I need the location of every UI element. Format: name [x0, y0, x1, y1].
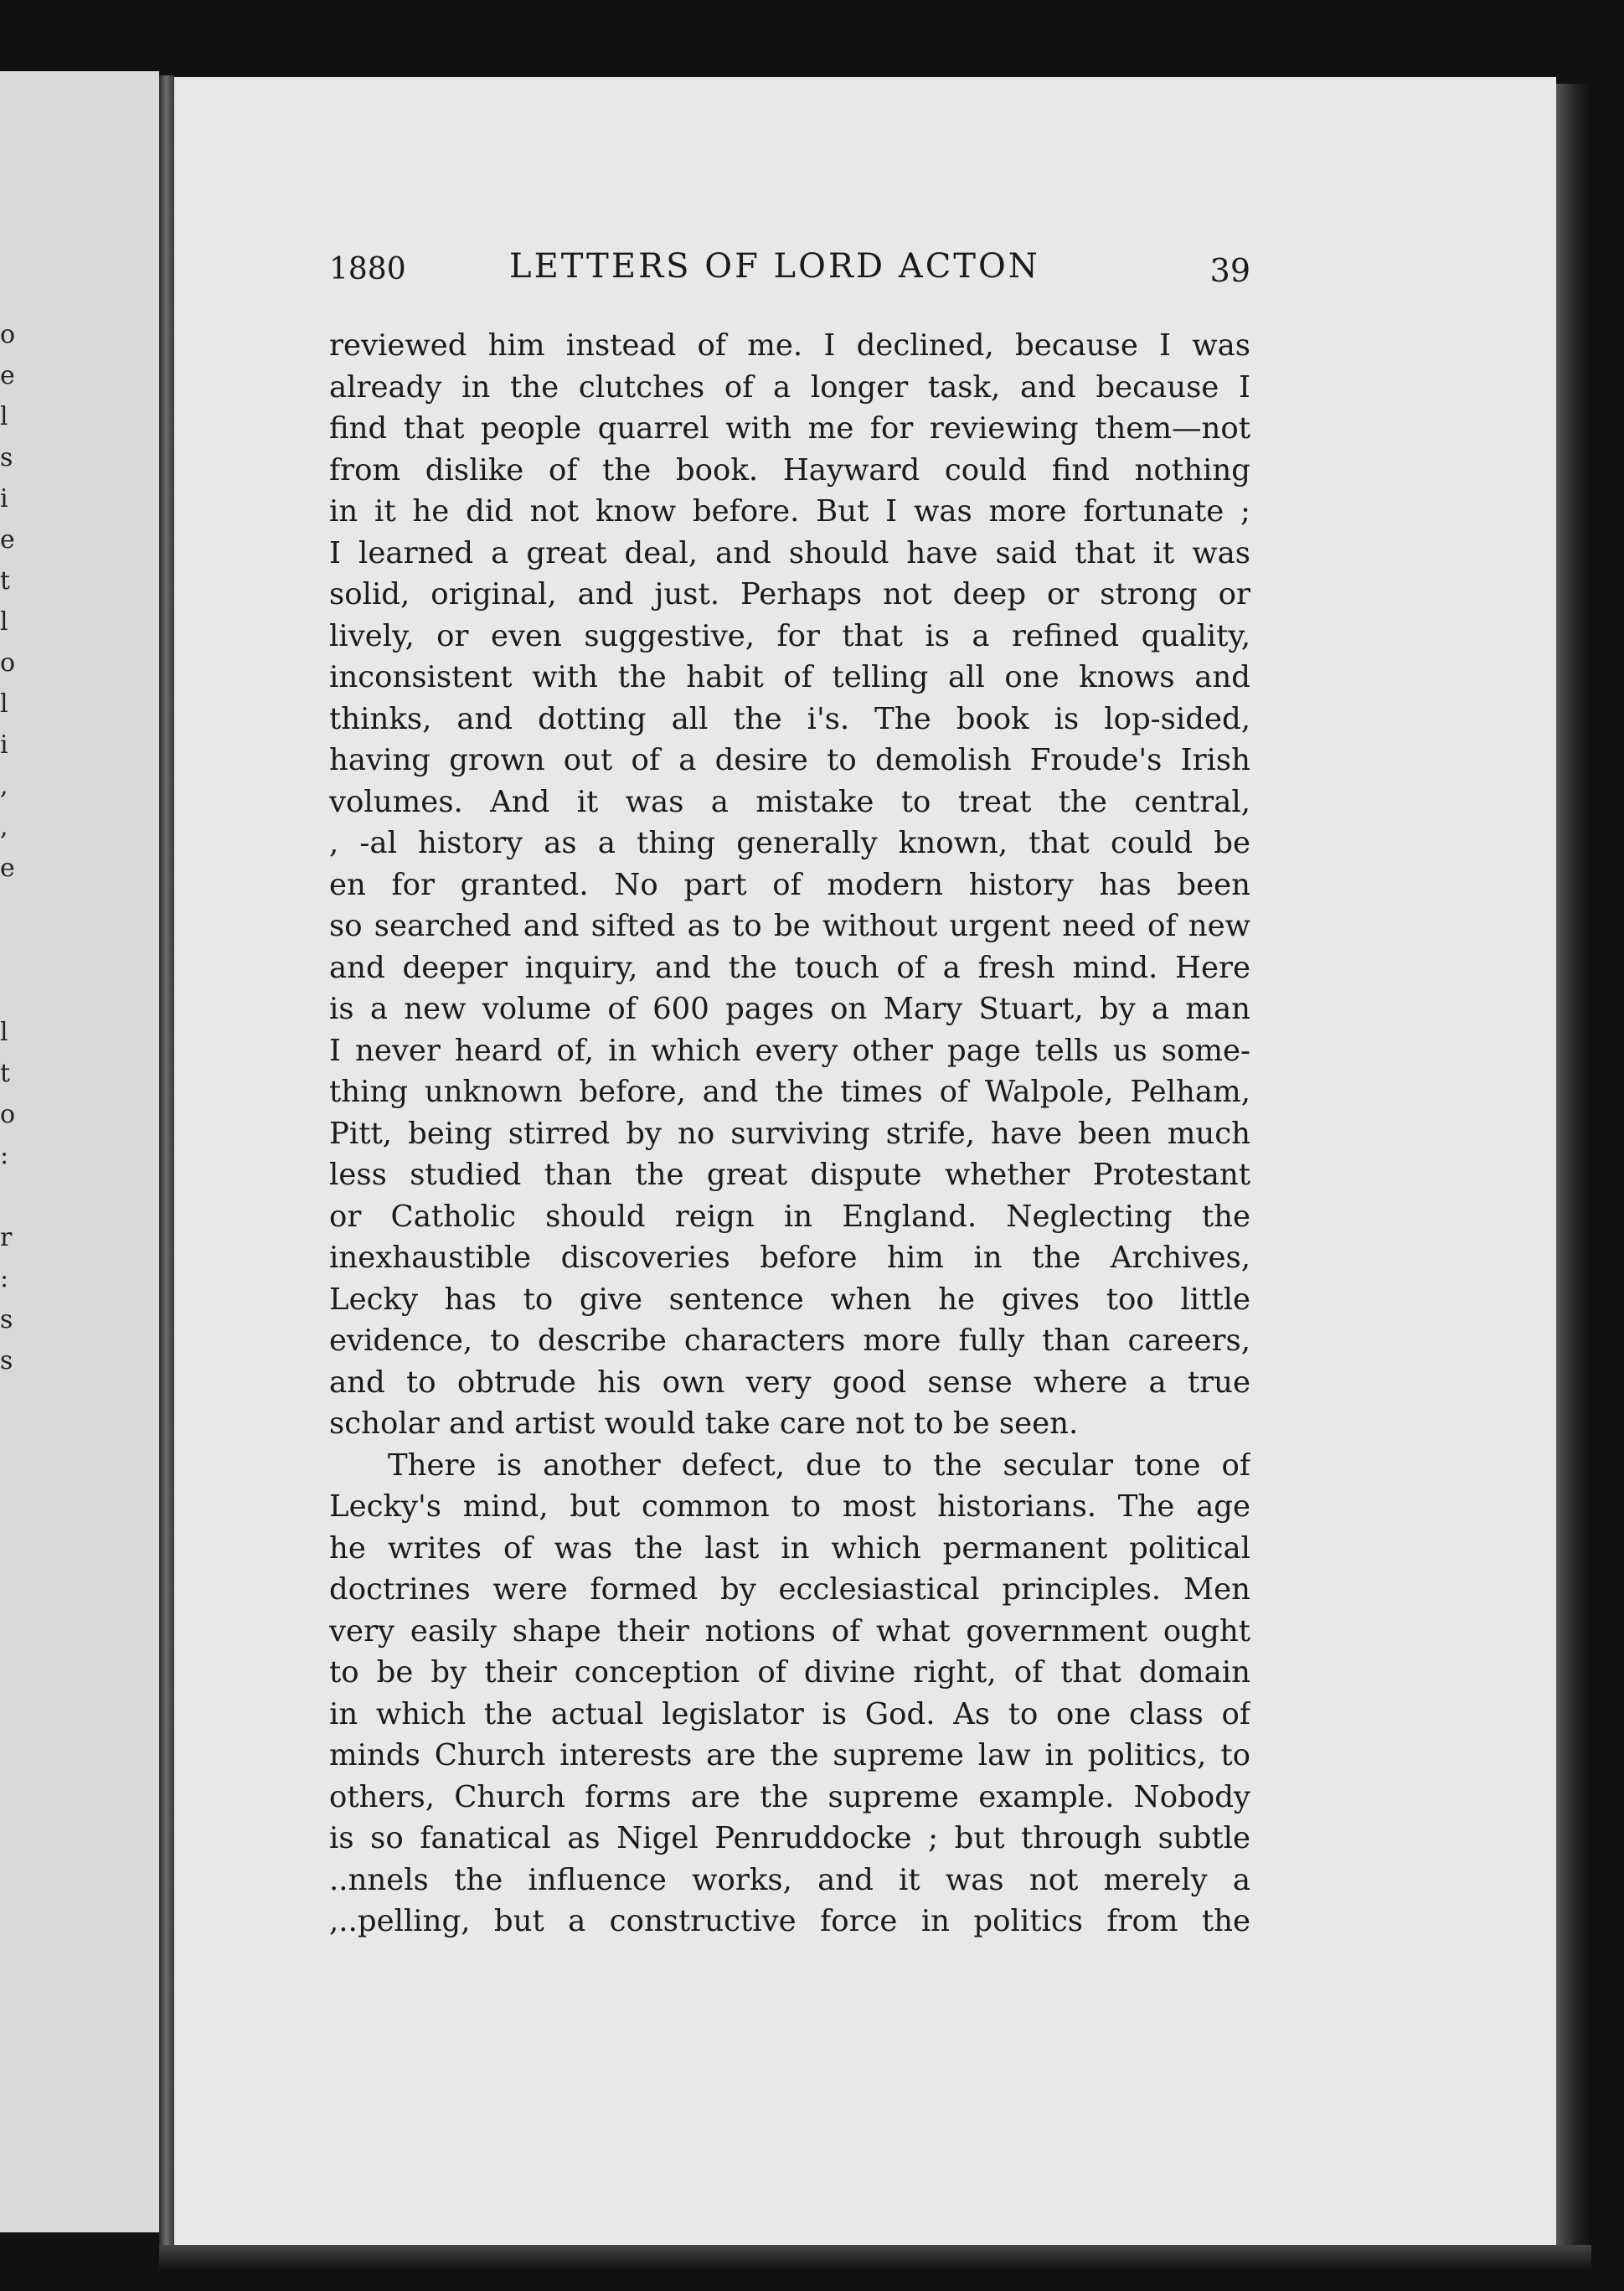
text-line: or Catholic should reign in England. Neglecting the [329, 1199, 1250, 1234]
running-head [329, 247, 1250, 297]
left-edge-fragment: e [0, 525, 15, 555]
text-line: in which the actual legislator is God. As to one class of [329, 1696, 1250, 1731]
text-line: Pitt, being stirred by no surviving strife, have been much [329, 1116, 1250, 1151]
text-line: lively, or even suggestive, for that is a refined quality, [329, 618, 1250, 653]
page-bottom-edge [159, 2245, 1591, 2270]
left-edge-fragment: : [0, 1264, 9, 1293]
text-line: evidence, to describe characters more fully than careers, [329, 1324, 1250, 1358]
left-edge-fragment: l [0, 689, 8, 719]
left-edge-fragment: l [0, 1018, 8, 1047]
text-line: minds Church interests are the supreme law in politics, to [329, 1738, 1250, 1772]
body-text [329, 325, 1250, 1943]
left-edge-fragment: o [0, 1100, 16, 1129]
text-line: thinks, and dotting all the i's. The book is lop-sided, [329, 701, 1250, 736]
left-edge-fragment: l [0, 402, 8, 431]
left-edge-fragment: i [0, 484, 8, 513]
text-line: scholar and artist would take care not to be seen. [329, 1406, 1079, 1441]
text-line: ..nnels the influence works, and it was not merely a [329, 1862, 1250, 1897]
text-line: I never heard of, in which every other page tells us some- [329, 1033, 1250, 1068]
left-edge-fragment [0, 1176, 17, 1217]
left-edge-fragment: t [0, 1059, 11, 1088]
text-line: solid, original, and just. Perhaps not deep or strong or [329, 577, 1250, 611]
left-edge-fragment: , [0, 813, 8, 842]
page-number: 39 [1209, 252, 1250, 289]
left-edge-fragment: r [0, 1223, 13, 1252]
text-line: and deeper inquiry, and the touch of a fresh mind. Here [329, 950, 1250, 985]
left-edge-fragment: i [0, 730, 8, 760]
paragraph [329, 1445, 1250, 1943]
text-line: so searched and sifted as to be without urgent need of new [329, 909, 1250, 943]
text-line: thing unknown before, and the times of Walpole, Pelham, [329, 1075, 1250, 1109]
text-line: very easily shape their notions of what government ought [329, 1613, 1250, 1649]
book-gutter [159, 75, 174, 2245]
left-edge-fragment: , [0, 771, 8, 801]
text-line: find that people quarrel with me for reviewing them—not [329, 411, 1250, 446]
text-line: inexhaustible discoveries before him in the Archives, [329, 1241, 1250, 1275]
text-line: having grown out of a desire to demolish Froude's Irish [329, 743, 1250, 777]
text-line: en for granted. No part of modern history has been [329, 867, 1250, 902]
text-line: from dislike of the book. Hayward could find nothing [329, 452, 1250, 488]
text-line: is so fanatical as Nigel Penruddocke ; but through subtle [329, 1821, 1250, 1855]
header-year: 1880 [329, 252, 406, 286]
left-edge-fragment: t [0, 566, 11, 596]
left-edge-fragment: s [0, 1305, 13, 1334]
text-line: and to obtrude his own very good sense where a true [329, 1365, 1250, 1400]
left-edge-fragment [0, 889, 17, 930]
text-line: volumes. And it was a mistake to treat the central, [329, 784, 1250, 819]
text-line: to be by their conception of divine right, of that domain [329, 1655, 1250, 1690]
left-page-edge [0, 71, 159, 2232]
text-line: is a new volume of 600 pages on Mary Stuart, by a man [329, 992, 1250, 1026]
text-line: ,..pelling, but a constructive force in politics from the [329, 1904, 1250, 1938]
left-edge-fragment: s [0, 443, 13, 472]
left-edge-fragment: e [0, 854, 15, 883]
text-line: already in the clutches of a longer task, and because I [329, 369, 1250, 405]
left-edge-fragment: o [0, 648, 16, 678]
text-line: Lecky has to give sentence when he gives too little [329, 1282, 1250, 1317]
left-edge-fragment: e [0, 361, 15, 390]
text-line: inconsistent with the habit of telling all one knows and [329, 660, 1250, 694]
text-line: There is another defect, due to the secular tone of [388, 1447, 1250, 1483]
left-edge-fragment [0, 971, 17, 1012]
paragraph [329, 325, 1250, 1445]
left-edge-fragment [0, 930, 17, 971]
text-line: doctrines were formed by ecclesiastical principles. Men [329, 1572, 1250, 1607]
left-edge-fragment: s [0, 1346, 13, 1375]
left-page-edge-text [0, 314, 17, 1381]
text-line: he writes of was the last in which permanent political [329, 1530, 1250, 1566]
text-line: I learned a great deal, and should have said that it was [329, 535, 1250, 570]
left-edge-fragment: l [0, 607, 8, 637]
header-title: LETTERS OF LORD ACTON [509, 247, 1040, 286]
text-line: in it he did not know before. But I was more fortunate ; [329, 494, 1250, 529]
left-edge-fragment: o [0, 320, 16, 349]
page-fore-edge [1556, 84, 1590, 2253]
left-edge-fragment: : [0, 1141, 9, 1170]
text-line: less studied than the great dispute whether Protestant [329, 1158, 1250, 1192]
text-line: others, Church forms are the supreme example. Nobody [329, 1779, 1250, 1814]
text-line: Lecky's mind, but common to most historians. The age [329, 1489, 1250, 1524]
text-line: , -al history as a thing generally known, that could be [329, 826, 1250, 860]
text-line: reviewed him instead of me. I declined, because I was [329, 328, 1250, 363]
